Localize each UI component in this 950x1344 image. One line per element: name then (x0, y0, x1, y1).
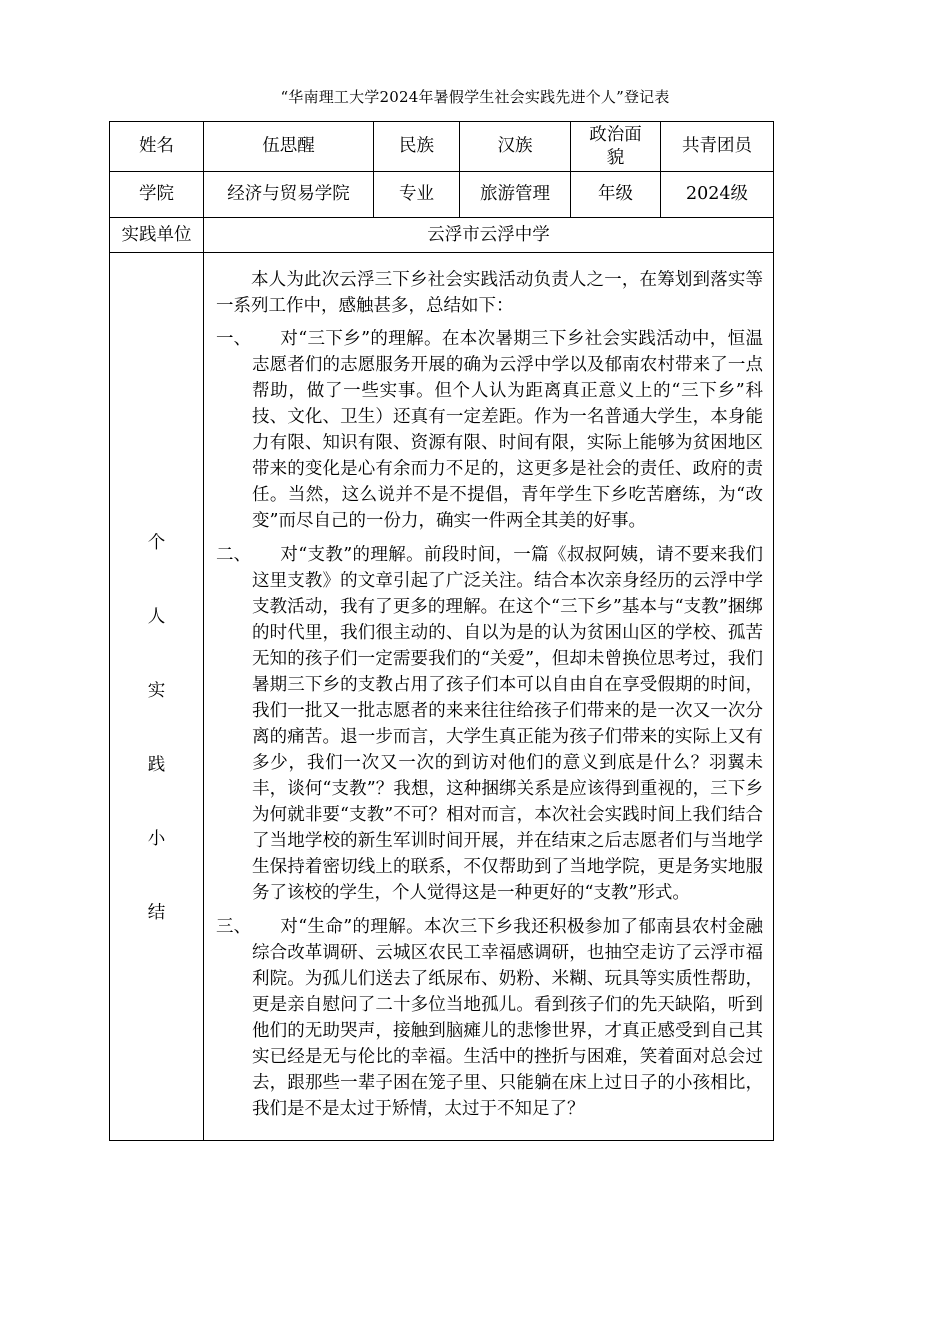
unit-label: 实践单位 (110, 218, 204, 253)
summary-content (204, 253, 774, 1141)
political-value: 共青团员 (661, 122, 774, 172)
item-text: 对“支教”的理解。前段时间，一篇《叔叔阿姨，请不要来我们这里支教》的文章引起了广泛关注。结合本次亲身经历的云浮中学支教活动，我有了更多的理解。在这个“三下乡”基本与“支教”捆绑的时代里，我们很主动的、自以为是的认为贫困山区的学校、孤苦无知的孩子们一定需要我们的“关爱”，但却未曾换位思考过，我们暑期三下乡的支教占用了孩子们本可以自由自在享受假期的时间，我们一批又一批志愿者的来来往往给孩子们带来的是一次又一次分离的痛苦。退一步而言，大学生真正能为孩子们带来的实际上又有多少，我们一次又一次的到访对他们的意义到底是什么？羽翼未丰，谈何“支教”？我想，这种捆绑关系是应该得到重视的，三下乡为何就非要“支教”不可？相对而言，本次社会实践时间上我们结合了当地学校的新生军训时间开展，并在结束之后志愿者们与当地学生保持着密切线上的联系，不仅帮助到了当地学院，更是务实地服务了该校的学生，个人觉得这是一种更好的“支教”形式。 (252, 545, 763, 903)
grade-label: 年级 (571, 172, 661, 218)
item-number: 二、 (216, 545, 251, 565)
major-label: 专业 (374, 172, 460, 218)
major-value: 旅游管理 (460, 172, 571, 218)
summary-label-char: 实 (147, 681, 166, 701)
name-value: 伍思醒 (204, 122, 374, 172)
ethnic-value: 汉族 (460, 122, 571, 172)
summary-label-char: 小 (147, 829, 166, 849)
college-label: 学院 (110, 172, 204, 218)
college-value: 经济与贸易学院 (204, 172, 374, 218)
item-text: 对“三下乡”的理解。在本次暑期三下乡社会实践活动中，恒温志愿者们的志愿服务开展的确为云浮中学以及郁南农村带来了一点帮助，做了一些实事。但个人认为距离真正意义上的“三下乡”科技、文化、卫生）还真有一定差距。作为一名普通大学生，本身能力有限、知识有限、资源有限、时间有限，实际上能够为贫困地区带来的变化是心有余而力不足的，这更多是社会的责任、政府的责任。当然，这么说并不是不提倡，青年学生下乡吃苦磨练，为“改变”而尽自己的一份力，确实一件两全其美的好事。 (252, 329, 763, 531)
item-number: 三、 (216, 917, 251, 937)
summary-label-cell (110, 253, 204, 1141)
summary-intro: 本人为此次云浮三下乡社会实践活动负责人之一，在筹划到落实等一系列工作中，感触甚多，总结如下： (216, 270, 763, 316)
summary-label-char: 个 (147, 533, 166, 553)
summary-label-char: 人 (147, 607, 166, 627)
item-text: 对“生命”的理解。本次三下乡我还积极参加了郁南县农村金融综合改革调研、云城区农民工幸福感调研，也抽空走访了云浮市福利院。为孤儿们送去了纸尿布、奶粉、米糊、玩具等实质性帮助，更是亲自慰问了二十多位当地孤儿。看到孩子们的先天缺陷，听到他们的无助哭声，接触到脑瘫儿的悲惨世界，才真正感受到自己其实已经是无与伦比的幸福。生活中的挫折与困难，笑着面对总会过去，跟那些一辈子困在笼子里、只能躺在床上过日子的小孩相比，我们是不是太过于矫情，太过于不知足了？ (252, 917, 763, 1119)
summary-item (216, 326, 763, 534)
form-title: “华南理工大学2024年暑假学生社会实践先进个人”登记表 (280, 88, 670, 106)
name-label: 姓名 (110, 122, 204, 172)
summary-item (216, 914, 763, 1122)
summary-item (216, 542, 763, 906)
political-label (571, 122, 661, 172)
political-label-text: 政治面貌 (589, 124, 642, 168)
ethnic-label: 民族 (374, 122, 460, 172)
grade-value: 2024级 (661, 172, 774, 218)
summary-label-char: 践 (147, 755, 166, 775)
unit-value: 云浮市云浮中学 (204, 218, 774, 253)
summary-vertical-label (110, 253, 203, 975)
summary-label-char: 结 (147, 903, 166, 923)
item-number: 一、 (216, 329, 251, 349)
registration-table (109, 121, 774, 1141)
